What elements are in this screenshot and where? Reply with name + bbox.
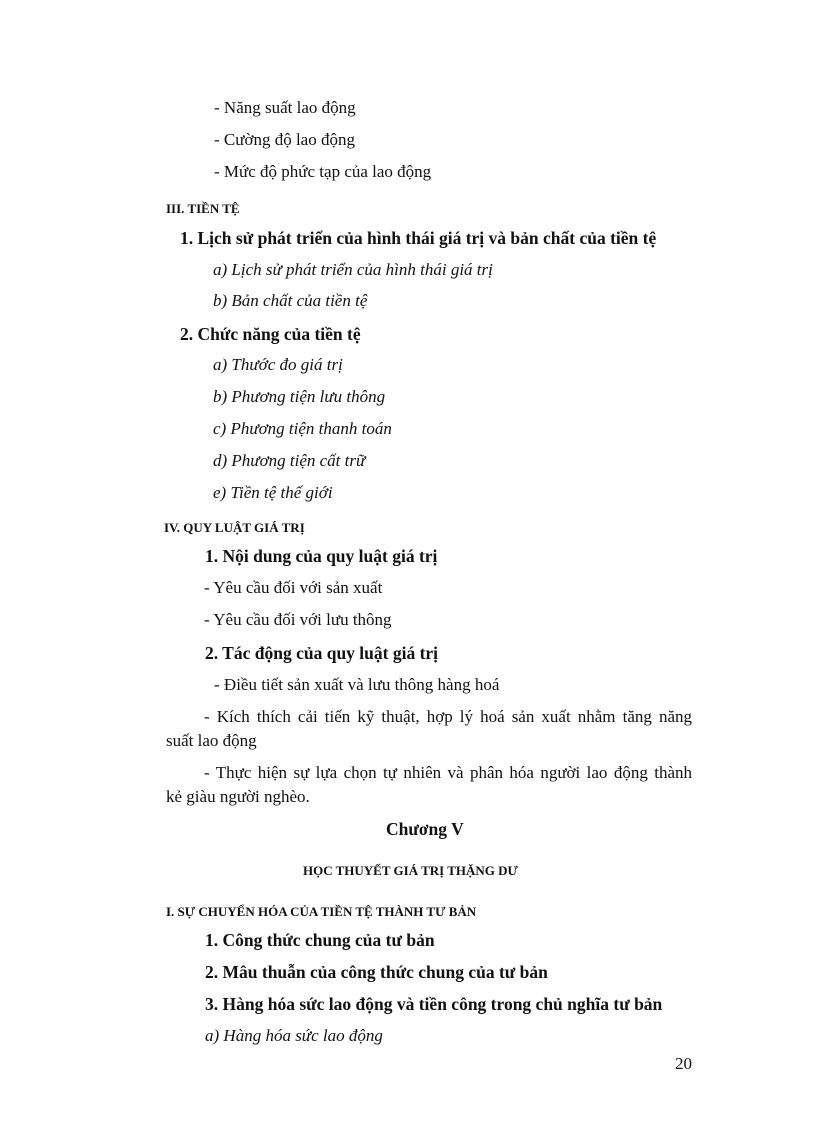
list-item: b) Phương tiện lưu thông (213, 387, 386, 406)
list-item: b) Bản chất của tiền tệ (213, 291, 368, 310)
subsection-heading: 1. Nội dung của quy luật giá trị (205, 546, 438, 566)
section-heading: I. SỰ CHUYỂN HÓA CỦA TIỀN TỆ THÀNH TƯ BẢN (166, 904, 477, 919)
list-item: a) Thước đo giá trị (213, 355, 343, 374)
paragraph-line: kẻ giàu người nghèo. (166, 787, 310, 806)
list-item: c) Phương tiện thanh toán (213, 419, 392, 438)
paragraph-line: - Kích thích cải tiến kỹ thuật, hợp lý hoá sản xuất nhằm tăng năng (204, 707, 692, 726)
subsection-heading: 1. Lịch sử phát triển của hình thái giá trị và bản chất của tiền tệ (180, 228, 657, 248)
subsection-heading: 2. Tác động của quy luật giá trị (205, 643, 439, 663)
list-item: - Yêu cầu đối với lưu thông (204, 610, 392, 629)
paragraph-line: - Thực hiện sự lựa chọn tự nhiên và phân hóa người lao động thành (204, 763, 692, 782)
subsection-heading: 3. Hàng hóa sức lao động và tiền công trong chủ nghĩa tư bản (205, 994, 663, 1014)
list-item: a) Hàng hóa sức lao động (205, 1026, 383, 1045)
list-item: - Yêu cầu đối với sản xuất (204, 578, 383, 597)
list-item: a) Lịch sử phát triển của hình thái giá trị (213, 260, 493, 279)
section-heading: IV. QUY LUẬT GIÁ TRỊ (164, 520, 305, 535)
chapter-heading: Chương V (386, 819, 464, 839)
chapter-title: HỌC THUYẾT GIÁ TRỊ THẶNG DƯ (303, 863, 518, 878)
subsection-heading: 2. Mâu thuẫn của công thức chung của tư bản (205, 962, 548, 982)
page-number: 20 (675, 1054, 692, 1073)
list-item: - Cường độ lao động (214, 130, 355, 149)
paragraph-line: suất lao động (166, 731, 257, 750)
list-item: e) Tiền tệ thế giới (213, 483, 333, 502)
subsection-heading: 1. Công thức chung của tư bản (205, 930, 435, 950)
list-item: - Điều tiết sản xuất và lưu thông hàng hoá (214, 675, 500, 694)
subsection-heading: 2. Chức năng của tiền tệ (180, 324, 361, 344)
list-item: - Năng suất lao động (214, 98, 356, 117)
list-item: - Mức độ phức tạp của lao động (214, 162, 432, 181)
list-item: d) Phương tiện cất trữ (213, 451, 366, 470)
section-heading: III. TIỀN TỆ (166, 201, 240, 216)
